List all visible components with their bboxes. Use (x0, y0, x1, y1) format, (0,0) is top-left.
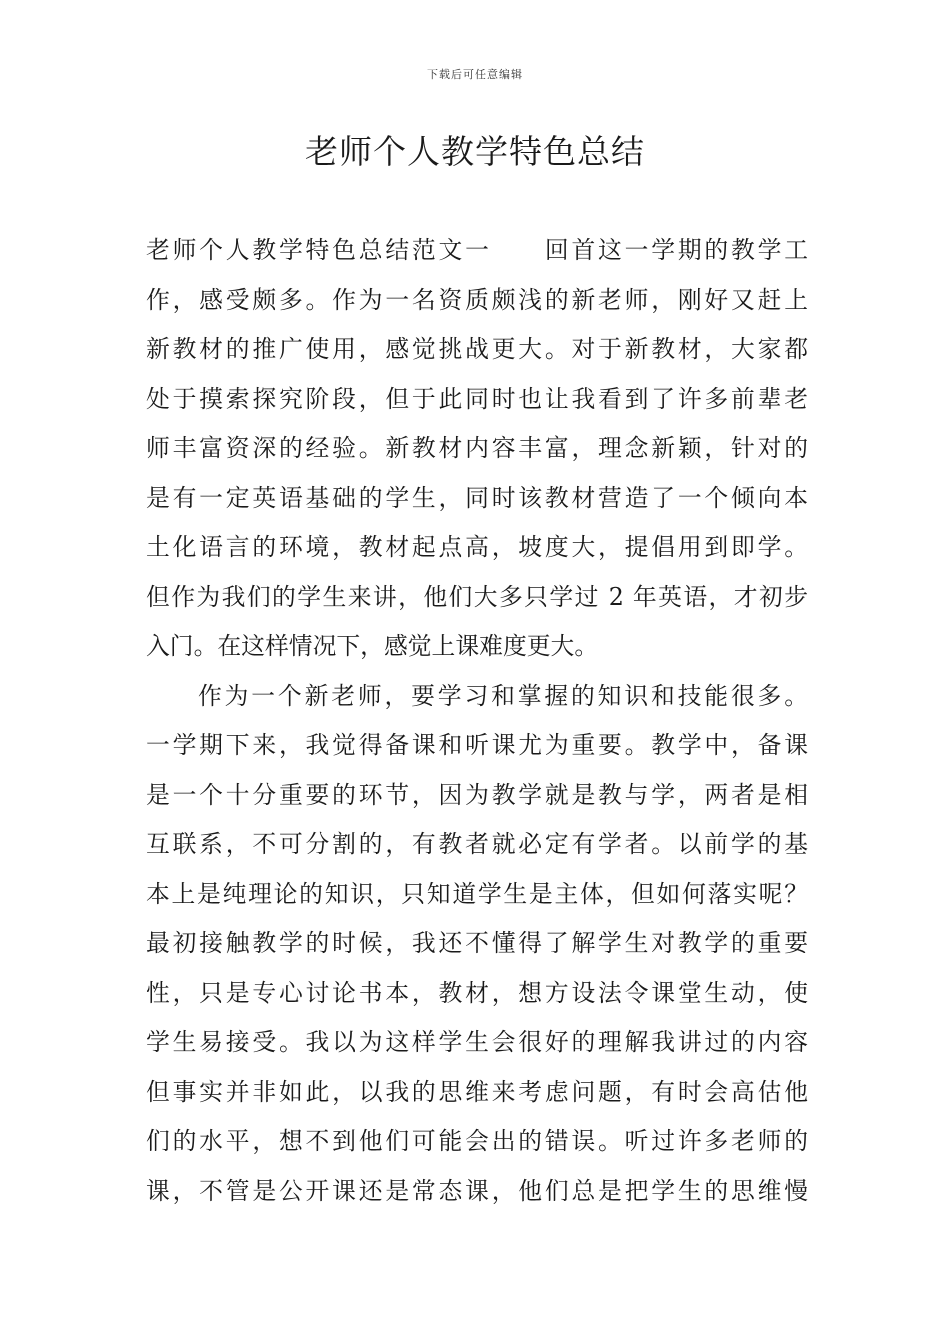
body-line-19: 们的水平，想不到他们可能会出的错误。听过许多老师的 (146, 1127, 808, 1155)
body-line-16: 性，只是专心讨论书本，教材，想方设法令课堂生动，使 (146, 978, 808, 1007)
body-line-9: 入门。在这样情况下，感觉上课难度更大。 (146, 632, 599, 660)
body-line-13: 互联系，不可分割的，有教者就必定有学者。以前学的基 (146, 830, 808, 858)
body-line-18: 但事实并非如此，以我的思维来考虑问题，有时会高估他 (146, 1077, 808, 1106)
body-line-2: 作，感受颇多。作为一名资质颇浅的新老师，刚好又赶上 (146, 285, 808, 314)
body-line-5: 师丰富资深的经验。新教材内容丰富，理念新颖，针对的 (146, 434, 808, 462)
body-line-15: 最初接触教学的时候，我还不懂得了解学生对教学的重要 (146, 929, 808, 957)
document-title: 老师个人教学特色总结 (305, 132, 645, 171)
body-line-8: 但作为我们的学生来讲，他们大多只学过 2 年英语，才初步 (146, 582, 808, 611)
body-line-17: 学生易接受。我以为这样学生会很好的理解我讲过的内容 (146, 1028, 808, 1056)
document-body (146, 226, 808, 1216)
body-line-10: 作为一个新老师，要学习和掌握的知识和技能很多。 (198, 681, 808, 710)
body-line-11: 一学期下来，我觉得备课和听课尤为重要。教学中，备课 (146, 731, 808, 759)
body-line-1: 老师个人教学特色总结范文一 回首这一学期的教学工 (146, 236, 808, 264)
body-line-7: 土化语言的环境，教材起点高，坡度大，提倡用到即学。 (146, 533, 808, 561)
body-line-3: 新教材的推广使用，感觉挑战更大。对于新教材，大家都 (146, 335, 808, 363)
body-line-6: 是有一定英语基础的学生，同时该教材营造了一个倾向本 (146, 483, 808, 512)
body-line-4: 处于摸索探究阶段，但于此同时也让我看到了许多前辈老 (146, 384, 808, 413)
body-line-12: 是一个十分重要的环节，因为教学就是教与学，两者是相 (146, 780, 808, 809)
header-note: 下载后可任意编辑 (427, 68, 523, 81)
body-line-14: 本上是纯理论的知识，只知道学生是主体，但如何落实呢？ (146, 879, 808, 908)
body-line-20: 课，不管是公开课还是常态课，他们总是把学生的思维慢 (146, 1176, 808, 1205)
